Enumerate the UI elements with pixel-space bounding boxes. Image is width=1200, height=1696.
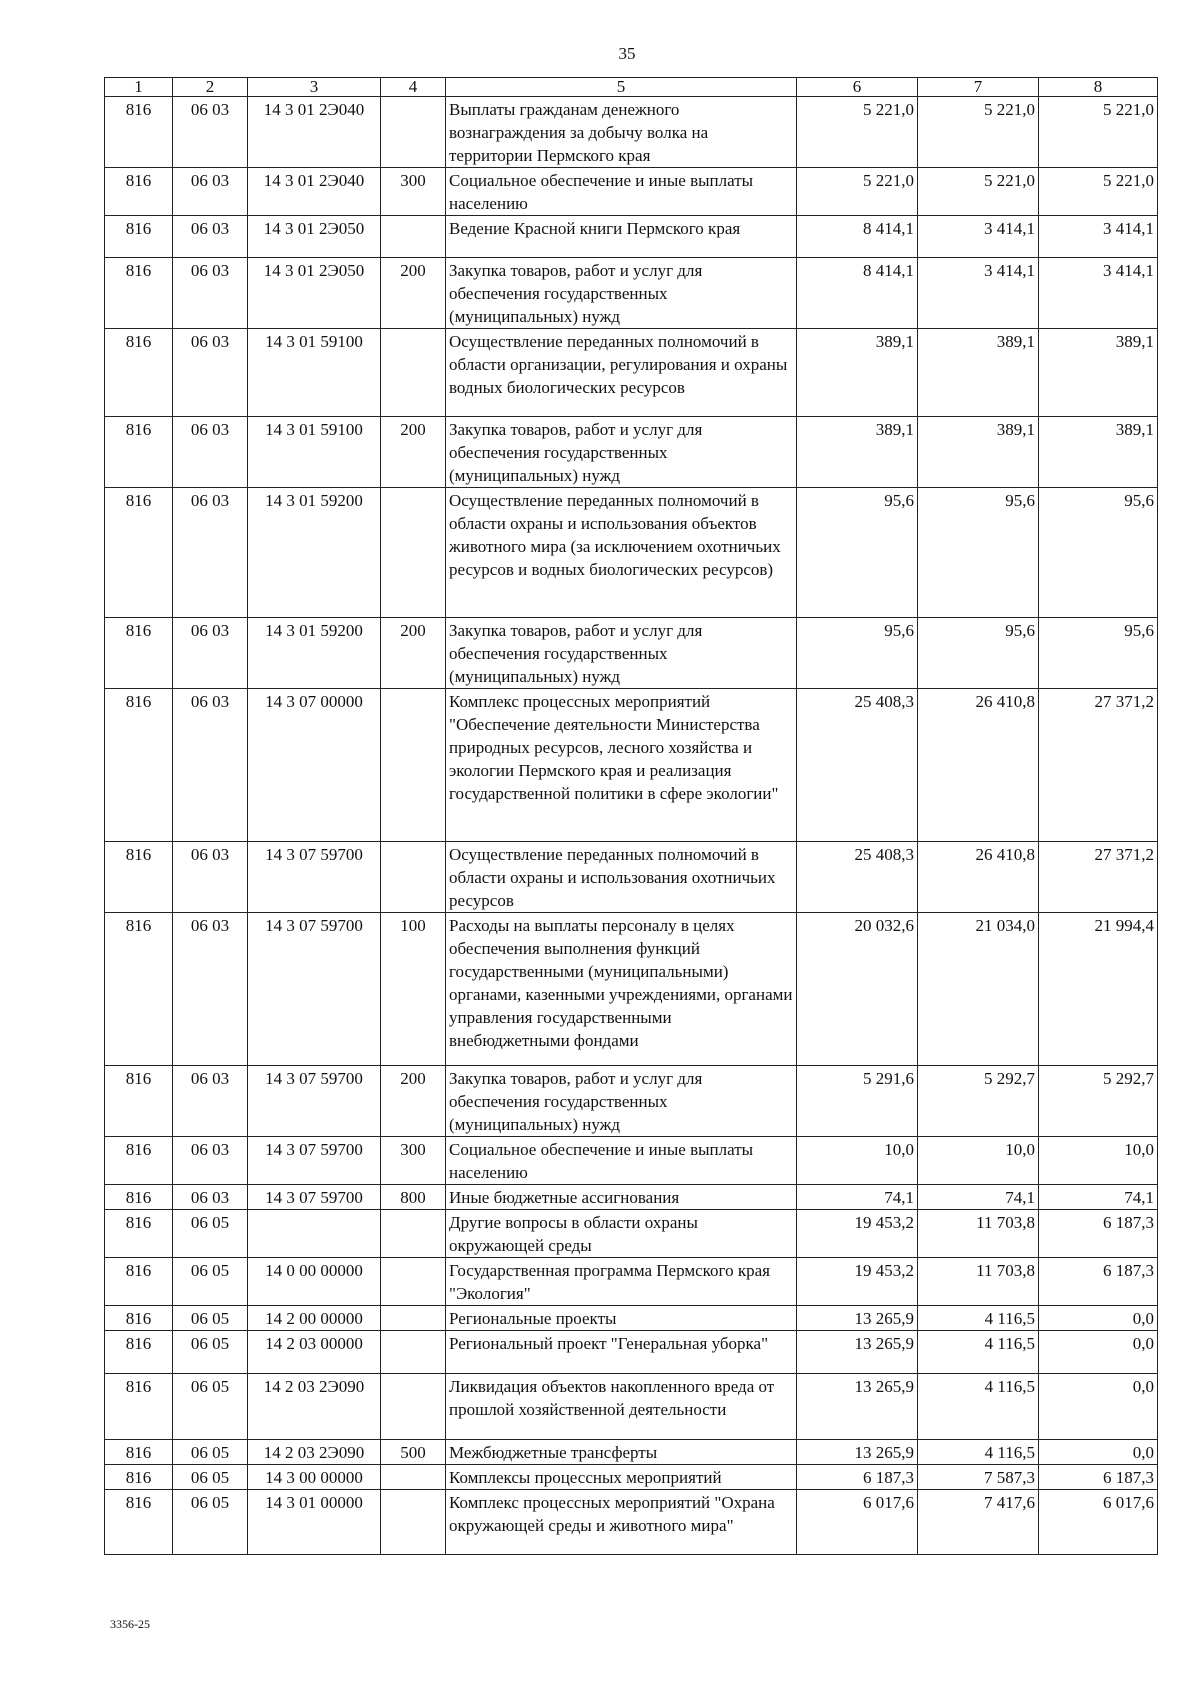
amount-col-7: 4 116,5 [918, 1374, 1039, 1440]
amount-col-8: 74,1 [1039, 1185, 1158, 1210]
item-name: Осуществление переданных полномочий в области охраны и использования охотничьих ресурсов [446, 842, 797, 913]
item-name: Осуществление переданных полномочий в области организации, регулирования и охраны водных биологических ресурсов [446, 329, 797, 417]
table-row [105, 216, 1158, 258]
grbs-code: 816 [105, 1465, 173, 1490]
section-code: 06 03 [173, 1185, 248, 1210]
target-article-code: 14 3 07 59700 [248, 913, 381, 1066]
target-article-code: 14 3 00 00000 [248, 1465, 381, 1490]
grbs-code: 816 [105, 97, 173, 168]
table-row [105, 1258, 1158, 1306]
grbs-code: 816 [105, 216, 173, 258]
item-name: Расходы на выплаты персоналу в целях обеспечения выполнения функций государственными (муниципальными) органами, казенными учреждениями, органами управления государственными внебюджетными фондами [446, 913, 797, 1066]
section-code: 06 03 [173, 258, 248, 329]
target-article-code [248, 1210, 381, 1258]
amount-col-7: 26 410,8 [918, 689, 1039, 842]
amount-col-8: 3 414,1 [1039, 216, 1158, 258]
expense-type-code: 500 [381, 1440, 446, 1465]
section-code: 06 03 [173, 1066, 248, 1137]
expense-type-code [381, 1306, 446, 1331]
grbs-code: 816 [105, 1066, 173, 1137]
amount-col-6: 389,1 [797, 329, 918, 417]
amount-col-6: 74,1 [797, 1185, 918, 1210]
section-code: 06 05 [173, 1490, 248, 1555]
section-code: 06 03 [173, 1137, 248, 1185]
item-name: Социальное обеспечение и иные выплаты населению [446, 168, 797, 216]
table-row [105, 1465, 1158, 1490]
amount-col-6: 19 453,2 [797, 1210, 918, 1258]
expense-type-code [381, 1258, 446, 1306]
expense-type-code [381, 216, 446, 258]
amount-col-8: 10,0 [1039, 1137, 1158, 1185]
item-name: Социальное обеспечение и иные выплаты населению [446, 1137, 797, 1185]
amount-col-6: 13 265,9 [797, 1374, 918, 1440]
grbs-code: 816 [105, 417, 173, 488]
table-row [105, 1185, 1158, 1210]
section-code: 06 03 [173, 618, 248, 689]
page-number: 35 [618, 44, 636, 63]
header-col-5: 5 [446, 78, 797, 97]
table-row [105, 842, 1158, 913]
expense-type-code [381, 689, 446, 842]
section-code: 06 03 [173, 488, 248, 618]
amount-col-6: 20 032,6 [797, 913, 918, 1066]
amount-col-7: 7 417,6 [918, 1490, 1039, 1555]
header-col-6: 6 [797, 78, 918, 97]
amount-col-7: 95,6 [918, 618, 1039, 689]
amount-col-7: 26 410,8 [918, 842, 1039, 913]
grbs-code: 816 [105, 689, 173, 842]
section-code: 06 03 [173, 417, 248, 488]
item-name: Ведение Красной книги Пермского края [446, 216, 797, 258]
table-row [105, 689, 1158, 842]
amount-col-7: 3 414,1 [918, 258, 1039, 329]
table-row [105, 1066, 1158, 1137]
amount-col-6: 13 265,9 [797, 1440, 918, 1465]
amount-col-6: 25 408,3 [797, 842, 918, 913]
grbs-code: 816 [105, 1210, 173, 1258]
item-name: Закупка товаров, работ и услуг для обеспечения государственных (муниципальных) нужд [446, 417, 797, 488]
table-row [105, 1331, 1158, 1374]
grbs-code: 816 [105, 1331, 173, 1374]
target-article-code: 14 3 01 59200 [248, 618, 381, 689]
header-col-4: 4 [381, 78, 446, 97]
section-code: 06 05 [173, 1306, 248, 1331]
amount-col-8: 6 187,3 [1039, 1465, 1158, 1490]
document-id: 3356-25 [110, 1617, 150, 1631]
amount-col-8: 5 221,0 [1039, 97, 1158, 168]
expense-type-code: 200 [381, 618, 446, 689]
target-article-code: 14 3 01 59200 [248, 488, 381, 618]
item-name: Закупка товаров, работ и услуг для обеспечения государственных (муниципальных) нужд [446, 618, 797, 689]
amount-col-7: 11 703,8 [918, 1258, 1039, 1306]
section-code: 06 05 [173, 1440, 248, 1465]
item-name: Межбюджетные трансферты [446, 1440, 797, 1465]
amount-col-7: 389,1 [918, 329, 1039, 417]
item-name: Иные бюджетные ассигнования [446, 1185, 797, 1210]
section-code: 06 03 [173, 168, 248, 216]
amount-col-7: 74,1 [918, 1185, 1039, 1210]
amount-col-7: 4 116,5 [918, 1440, 1039, 1465]
amount-col-8: 6 017,6 [1039, 1490, 1158, 1555]
item-name: Комплекс процессных мероприятий "Обеспечение деятельности Министерства природных ресурсов, лесного хозяйства и экологии Пермского края и реализация государственной политики в сфере экологии" [446, 689, 797, 842]
amount-col-8: 389,1 [1039, 417, 1158, 488]
target-article-code: 14 0 00 00000 [248, 1258, 381, 1306]
expense-type-code [381, 1331, 446, 1374]
amount-col-8: 5 221,0 [1039, 168, 1158, 216]
amount-col-7: 3 414,1 [918, 216, 1039, 258]
expense-type-code [381, 1465, 446, 1490]
grbs-code: 816 [105, 1137, 173, 1185]
expense-type-code [381, 488, 446, 618]
section-code: 06 05 [173, 1374, 248, 1440]
header-col-2: 2 [173, 78, 248, 97]
amount-col-6: 19 453,2 [797, 1258, 918, 1306]
amount-col-6: 13 265,9 [797, 1306, 918, 1331]
header-col-8: 8 [1039, 78, 1158, 97]
grbs-code: 816 [105, 1258, 173, 1306]
amount-col-6: 25 408,3 [797, 689, 918, 842]
item-name: Закупка товаров, работ и услуг для обеспечения государственных (муниципальных) нужд [446, 1066, 797, 1137]
amount-col-8: 3 414,1 [1039, 258, 1158, 329]
amount-col-6: 6 017,6 [797, 1490, 918, 1555]
section-code: 06 03 [173, 913, 248, 1066]
amount-col-6: 5 291,6 [797, 1066, 918, 1137]
amount-col-7: 11 703,8 [918, 1210, 1039, 1258]
grbs-code: 816 [105, 913, 173, 1066]
table-row [105, 618, 1158, 689]
table-row [105, 1374, 1158, 1440]
amount-col-6: 8 414,1 [797, 216, 918, 258]
table-row [105, 913, 1158, 1066]
target-article-code: 14 3 01 2Э050 [248, 216, 381, 258]
grbs-code: 816 [105, 168, 173, 216]
amount-col-7: 95,6 [918, 488, 1039, 618]
amount-col-7: 10,0 [918, 1137, 1039, 1185]
target-article-code: 14 2 03 00000 [248, 1331, 381, 1374]
header-col-7: 7 [918, 78, 1039, 97]
item-name: Региональный проект "Генеральная уборка" [446, 1331, 797, 1374]
item-name: Комплекс процессных мероприятий "Охрана окружающей среды и животного мира" [446, 1490, 797, 1555]
section-code: 06 05 [173, 1331, 248, 1374]
table-row [105, 1490, 1158, 1555]
section-code: 06 05 [173, 1465, 248, 1490]
amount-col-8: 27 371,2 [1039, 842, 1158, 913]
target-article-code: 14 3 01 2Э040 [248, 97, 381, 168]
item-name: Выплаты гражданам денежного вознаграждения за добычу волка на территории Пермского края [446, 97, 797, 168]
table-row [105, 488, 1158, 618]
target-article-code: 14 3 01 59100 [248, 329, 381, 417]
grbs-code: 816 [105, 258, 173, 329]
table-row [105, 1440, 1158, 1465]
header-row [105, 78, 1158, 97]
amount-col-8: 0,0 [1039, 1440, 1158, 1465]
item-name: Другие вопросы в области охраны окружающей среды [446, 1210, 797, 1258]
amount-col-6: 95,6 [797, 488, 918, 618]
target-article-code: 14 3 07 00000 [248, 689, 381, 842]
amount-col-7: 389,1 [918, 417, 1039, 488]
amount-col-6: 13 265,9 [797, 1331, 918, 1374]
amount-col-6: 8 414,1 [797, 258, 918, 329]
grbs-code: 816 [105, 329, 173, 417]
target-article-code: 14 2 00 00000 [248, 1306, 381, 1331]
expense-type-code: 200 [381, 417, 446, 488]
amount-col-8: 27 371,2 [1039, 689, 1158, 842]
amount-col-6: 10,0 [797, 1137, 918, 1185]
expense-type-code [381, 842, 446, 913]
target-article-code: 14 2 03 2Э090 [248, 1440, 381, 1465]
item-name: Закупка товаров, работ и услуг для обеспечения государственных (муниципальных) нужд [446, 258, 797, 329]
amount-col-6: 5 221,0 [797, 168, 918, 216]
expense-type-code [381, 97, 446, 168]
amount-col-7: 5 221,0 [918, 168, 1039, 216]
table-row [105, 168, 1158, 216]
grbs-code: 816 [105, 488, 173, 618]
amount-col-8: 95,6 [1039, 618, 1158, 689]
amount-col-8: 389,1 [1039, 329, 1158, 417]
grbs-code: 816 [105, 618, 173, 689]
header-col-3: 3 [248, 78, 381, 97]
amount-col-7: 7 587,3 [918, 1465, 1039, 1490]
grbs-code: 816 [105, 842, 173, 913]
table-row [105, 329, 1158, 417]
section-code: 06 03 [173, 329, 248, 417]
expense-type-code [381, 1210, 446, 1258]
target-article-code: 14 3 01 00000 [248, 1490, 381, 1555]
grbs-code: 816 [105, 1490, 173, 1555]
grbs-code: 816 [105, 1306, 173, 1331]
target-article-code: 14 2 03 2Э090 [248, 1374, 381, 1440]
amount-col-8: 0,0 [1039, 1331, 1158, 1374]
amount-col-7: 4 116,5 [918, 1306, 1039, 1331]
expense-type-code [381, 1490, 446, 1555]
amount-col-8: 0,0 [1039, 1374, 1158, 1440]
table-row [105, 97, 1158, 168]
target-article-code: 14 3 01 59100 [248, 417, 381, 488]
grbs-code: 816 [105, 1440, 173, 1465]
expense-type-code [381, 329, 446, 417]
amount-col-8: 21 994,4 [1039, 913, 1158, 1066]
item-name: Комплексы процессных мероприятий [446, 1465, 797, 1490]
budget-table [104, 77, 1158, 1555]
target-article-code: 14 3 07 59700 [248, 1066, 381, 1137]
amount-col-7: 5 292,7 [918, 1066, 1039, 1137]
item-name: Ликвидация объектов накопленного вреда от прошлой хозяйственной деятельности [446, 1374, 797, 1440]
section-code: 06 03 [173, 97, 248, 168]
section-code: 06 05 [173, 1210, 248, 1258]
grbs-code: 816 [105, 1185, 173, 1210]
expense-type-code: 200 [381, 258, 446, 329]
target-article-code: 14 3 01 2Э050 [248, 258, 381, 329]
section-code: 06 03 [173, 689, 248, 842]
item-name: Осуществление переданных полномочий в области охраны и использования объектов животного мира (за исключением охотничьих ресурсов и водных биологических ресурсов) [446, 488, 797, 618]
section-code: 06 03 [173, 842, 248, 913]
expense-type-code: 300 [381, 1137, 446, 1185]
amount-col-7: 21 034,0 [918, 913, 1039, 1066]
header-col-1: 1 [105, 78, 173, 97]
table-row [105, 417, 1158, 488]
amount-col-7: 5 221,0 [918, 97, 1039, 168]
amount-col-7: 4 116,5 [918, 1331, 1039, 1374]
amount-col-8: 6 187,3 [1039, 1210, 1158, 1258]
target-article-code: 14 3 07 59700 [248, 1185, 381, 1210]
expense-type-code: 200 [381, 1066, 446, 1137]
expense-type-code [381, 1374, 446, 1440]
target-article-code: 14 3 07 59700 [248, 842, 381, 913]
section-code: 06 03 [173, 216, 248, 258]
item-name: Региональные проекты [446, 1306, 797, 1331]
amount-col-8: 6 187,3 [1039, 1258, 1158, 1306]
expense-type-code: 100 [381, 913, 446, 1066]
amount-col-6: 6 187,3 [797, 1465, 918, 1490]
amount-col-8: 0,0 [1039, 1306, 1158, 1331]
amount-col-8: 5 292,7 [1039, 1066, 1158, 1137]
target-article-code: 14 3 01 2Э040 [248, 168, 381, 216]
expense-type-code: 300 [381, 168, 446, 216]
grbs-code: 816 [105, 1374, 173, 1440]
amount-col-6: 5 221,0 [797, 97, 918, 168]
table-row [105, 1210, 1158, 1258]
section-code: 06 05 [173, 1258, 248, 1306]
expense-type-code: 800 [381, 1185, 446, 1210]
item-name: Государственная программа Пермского края "Экология" [446, 1258, 797, 1306]
table-row [105, 258, 1158, 329]
amount-col-8: 95,6 [1039, 488, 1158, 618]
amount-col-6: 95,6 [797, 618, 918, 689]
target-article-code: 14 3 07 59700 [248, 1137, 381, 1185]
table-row [105, 1137, 1158, 1185]
amount-col-6: 389,1 [797, 417, 918, 488]
table-row [105, 1306, 1158, 1331]
